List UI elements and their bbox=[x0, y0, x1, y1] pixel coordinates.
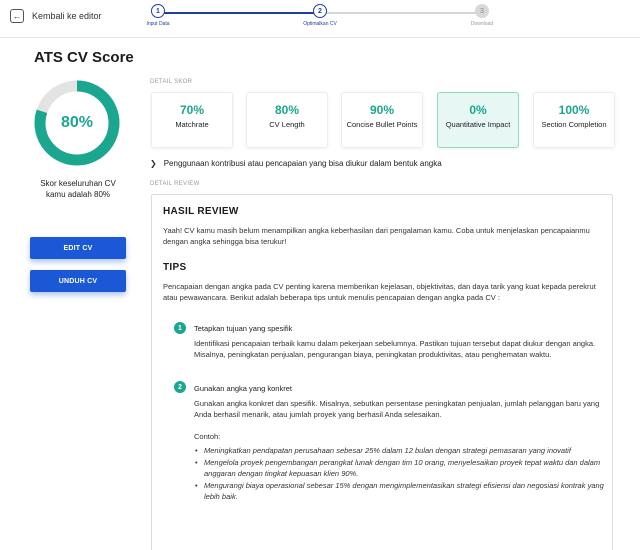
detail-review-label: DETAIL REVIEW bbox=[150, 181, 200, 187]
example-item: • Mengurangi biaya operasional sebesar 15% dengan mengimplementasikan strategi efisiensi dan negosiasi kontrak yang lebih baik. bbox=[194, 480, 604, 502]
metric-card-cv-length[interactable] bbox=[246, 92, 328, 148]
metric-label: Matchrate bbox=[175, 120, 209, 129]
metric-label: Section Completion bbox=[541, 120, 607, 129]
step-number: 3 bbox=[475, 4, 489, 18]
tips-intro: Pencapaian dengan angka pada CV penting karena memberikan kejelasan, objektivitas, dan daya tarik yang kuat kepada perekrut atau pewawancara. Berikut adalah beberapa tips untuk menulis pencapaian dengan angka pada CV : bbox=[163, 282, 596, 302]
review-text: Yaah! CV kamu masih belum menampilkan angka keberhasilan dari pengalaman kamu. Coba untuk menjelaskan pencapaianmu dengan angka sehingga bisa terukur! bbox=[163, 226, 590, 246]
metric-card-section-completion[interactable] bbox=[533, 92, 615, 148]
tip-number-badge: 1 bbox=[174, 322, 186, 334]
examples-label: Contoh: bbox=[194, 432, 221, 441]
metric-card-matchrate[interactable] bbox=[151, 92, 233, 148]
example-item: • Meningkatkan pendapatan perusahaan sebesar 25% dalam 12 bulan dengan strategi pemasaran yang inovatif bbox=[194, 445, 604, 456]
back-arrow-icon: ← bbox=[10, 9, 24, 23]
metric-explanation-toggle[interactable] bbox=[150, 159, 442, 168]
examples-list bbox=[194, 445, 604, 503]
metric-label: Quantitative Impact bbox=[445, 120, 511, 129]
tip-title: Tetapkan tujuan yang spesifik bbox=[194, 324, 293, 333]
metric-value: 80% bbox=[274, 103, 300, 117]
score-gauge bbox=[34, 80, 120, 166]
score-value: 80% bbox=[60, 114, 94, 131]
review-heading: HASIL REVIEW bbox=[163, 206, 239, 217]
metric-card-quantitative-impact[interactable] bbox=[437, 92, 519, 148]
metric-label: CV Length bbox=[269, 120, 305, 129]
step-download[interactable] bbox=[447, 4, 517, 27]
metric-value: 90% bbox=[369, 103, 395, 117]
tips-heading: TIPS bbox=[163, 262, 187, 273]
chevron-right-icon: ❯ bbox=[150, 159, 157, 168]
step-label: Optimalkan CV bbox=[303, 21, 337, 27]
detail-score-label: DETAIL SKOR bbox=[150, 79, 193, 85]
tip-number-badge: 2 bbox=[174, 381, 186, 393]
metric-value: 100% bbox=[558, 103, 590, 117]
metric-value: 70% bbox=[179, 103, 205, 117]
score-description: Skor keseluruhan CV kamu adalah 80% bbox=[40, 179, 116, 199]
progress-stepper bbox=[146, 4, 494, 34]
step-number: 1 bbox=[151, 4, 165, 18]
metric-value: 0% bbox=[469, 103, 487, 117]
example-item: • Mengelola proyek pengembangan perangkat lunak dengan tim 10 orang, menyelesaikan proyek tepat waktu dan dalam anggaran dengan tingkat kepuasan klien 90%. bbox=[194, 457, 604, 479]
page-title: ATS CV Score bbox=[34, 49, 134, 66]
back-to-editor-button[interactable] bbox=[10, 9, 102, 23]
metric-card-concise-bullet-points[interactable] bbox=[341, 92, 423, 148]
edit-cv-button[interactable]: EDIT CV bbox=[30, 237, 126, 259]
metric-explanation-text: Penggunaan kontribusi atau pencapaian yang bisa diukur dalam bentuk angka bbox=[163, 159, 442, 168]
download-cv-button[interactable]: UNDUH CV bbox=[30, 270, 126, 292]
top-bar bbox=[0, 0, 640, 38]
tip-description: Identifikasi pencapaian terbaik kamu dalam pekerjaan sebelumnya. Pastikan tujuan tersebut dapat diukur dengan angka. Misalnya, peningkatan penjualan, pengurangan biaya, peningkatan produktivitas, atau penghematan waktu. bbox=[194, 339, 596, 359]
step-input-data[interactable] bbox=[123, 4, 193, 27]
metric-label: Concise Bullet Points bbox=[346, 120, 418, 129]
tip-title: Gunakan angka yang konkret bbox=[194, 384, 292, 393]
tip-description: Gunakan angka konkret dan spesifik. Misalnya, sebutkan persentase peningkatan penjualan, jumlah pelanggan baru yang Anda berhasil menarik, atau jumlah proyek yang berhasil Anda selesaikan. bbox=[194, 399, 600, 419]
back-label: Kembali ke editor bbox=[32, 11, 102, 21]
step-optimize-cv[interactable] bbox=[285, 4, 355, 27]
review-panel bbox=[151, 194, 613, 550]
step-label: Input Data bbox=[146, 21, 170, 27]
step-label: Download bbox=[470, 21, 494, 27]
step-number: 2 bbox=[313, 4, 327, 18]
